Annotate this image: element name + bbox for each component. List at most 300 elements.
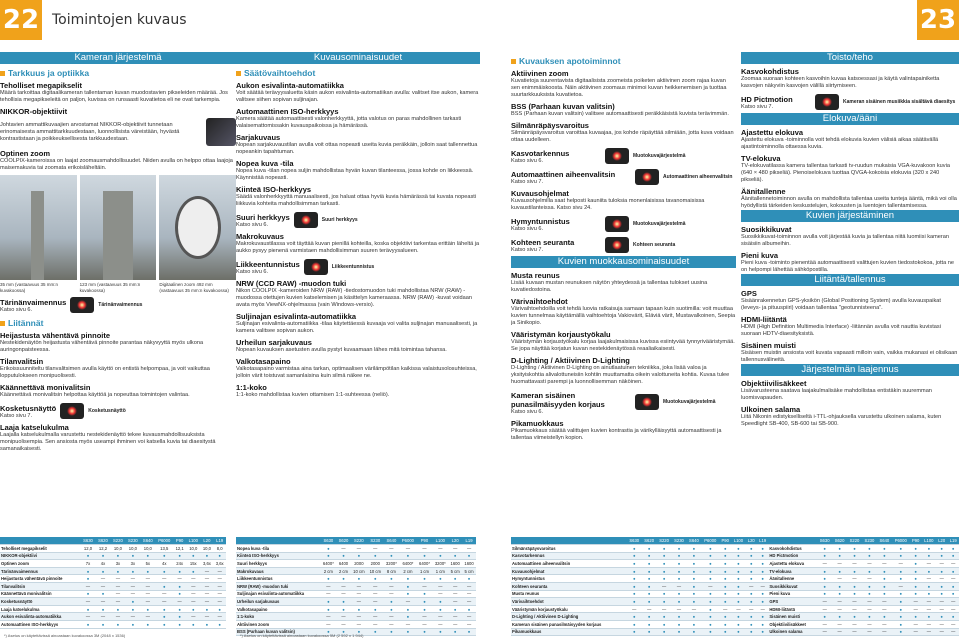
table-cell: ● [657,575,672,583]
table-header-cell: L20 [746,537,757,545]
table-cell: ● [847,552,862,560]
table-cell: ● [399,583,416,591]
table-header-cell: P6000 [155,537,173,545]
table-cell: ● [746,552,757,560]
table-cell: ● [847,613,862,621]
table-cell: — [186,613,200,621]
table-cell: ● [110,621,125,629]
text-sports-continuous: Nopean kuvauksen asetusten avulla pystyt kuvaamaan lähes mitä toimintaa tahansa. [236,347,447,353]
table-cell: ● [892,621,910,629]
heading-internal-memory: Sisäinen muisti [741,341,797,350]
table-cell: ● [462,605,476,613]
table-cell: — [432,590,448,598]
table-row [236,583,476,591]
portrait-system-icon [605,216,629,232]
table-cell: 3,6x [213,560,226,568]
table-cell: — [336,590,350,598]
table-row [511,560,959,568]
table-cell: — [417,583,433,591]
table-cell: ● [383,575,399,583]
table-cell: ● [922,613,936,621]
table-cell: ● [125,621,140,629]
table-cell: ● [746,628,757,636]
text-hdmi: HDMI (High Definition Multimedia Interface) -liitännän avulla voit nauttia kuvistasi suoraan HDTV-diaesityksistä. [741,324,941,337]
table-cell: ● [672,628,687,636]
table-cell: — [877,621,892,629]
table-cell: ● [657,567,672,575]
table-cell: — [947,621,959,629]
heading-bss: BSS (Parhaan kuvan valitsin) [511,102,615,111]
table-cell: TV-elokuva [768,567,817,575]
table-cell: — [657,583,672,591]
text-optical-zoom: COOLPIX-kameroissa on laajat zoomausmahdollisuudet. Niiden avulla on helppo ottaa laajoja maisemakuvia tai zoomata erikoisläheltäin. [0,158,233,171]
table-cell: 1:1-koko [236,613,320,621]
table-cell: ● [746,598,757,606]
heading-smile-detection: Hymyntunnistus [511,217,570,226]
table-header-cell: S640 [686,537,701,545]
table-cell: Kosketusnäyttö [0,598,81,606]
table-cell: ● [657,552,672,560]
table-cell: 4x [155,560,173,568]
square-bullet-icon [0,71,5,76]
heading-small-picture: Pieni kuva [741,251,779,260]
table-cell: — [947,605,959,613]
table-cell: ● [686,567,701,575]
table-cell: ● [832,552,847,560]
table-cell: — [817,605,832,613]
table-row [0,545,226,553]
table-cell: ● [686,598,701,606]
table-cell: ● [910,560,922,568]
table-cell: Suuri herkkyys [236,560,320,568]
table-cell: — [140,575,155,583]
table-cell: ● [448,605,462,613]
heading-auto-iso: Automaattinen ISO-herkkyys [236,107,339,116]
column-shooting-features [236,52,480,399]
text-color-options: Värivaihtoehdoilla voit tehdä luovia ratkaisuja samaan tapaan kuin suotimilla: voit muuttaa kuvien tunnelmaa käyttämällä vaihtoehtoja Vakiovärit, Eläviä värit, Mustavalkoinen, Seepia ja Sinikopio. [511,306,736,326]
table-cell: — [922,575,936,583]
table-cell: ● [320,552,336,560]
table-cell: ● [719,598,731,606]
table-cell: ● [642,583,657,591]
table-row [236,613,476,621]
table-cell: ● [186,552,200,560]
table-cell: 12,1 [173,545,186,553]
text-red-eye: Katso sivu 6. [511,409,544,415]
table-cell: Vääristymän korjaustyökalu [511,605,627,613]
table-cell: — [862,628,877,636]
heading-white-balance: Valkotasapaino [236,357,291,366]
table-cell: — [817,628,832,636]
text-distortion-control: Vääristymän korjaustyökalu korjaa laajakulmaisissa kuvissa esiintyvää tynnyrivääristymää. Se jopa näyttää korjatun kuvan nestekidenäytössä reaaliaikaisesti. [511,339,735,352]
table-header-cell: L19 [213,537,226,545]
table-row [511,621,959,629]
table-cell: ● [173,613,186,621]
table-cell: ● [877,575,892,583]
table-header-cell: P6000 [399,537,416,545]
table-cell: — [367,545,383,553]
section-band-expansion: Järjestelmän laajennus [741,364,959,376]
table-header-cell: L20 [936,537,947,545]
table-cell: ● [731,560,745,568]
table-cell: ● [173,583,186,591]
table-cell: 10,0 [200,545,213,553]
table-cell: ● [432,605,448,613]
table-cell: ● [877,545,892,553]
text-favorites: Suosikkikuvat-toiminnon avulla voit järjestää kuvia ja tallentaa niitä luomiisi kameran sisäisiin albumeihin. [741,234,950,247]
caption-tele: 123 mm (vastaavuus 35 mm:n kuvakoossa) [79,282,141,293]
table-row [511,628,959,636]
table-cell: ● [417,598,433,606]
table-cell: ● [892,545,910,553]
table-cell: Tilanvalitsin [0,583,81,591]
table-cell: — [320,590,336,598]
table-cell: ● [847,567,862,575]
column-playback [741,52,959,428]
table-cell: ● [432,628,448,636]
table-row [0,560,226,568]
comparison-table-3 [511,537,959,636]
table-cell: ● [213,552,226,560]
table-cell: — [155,598,173,606]
text-hd-pictmotion: Katso sivu 7. [741,104,774,110]
table-cell: ● [642,598,657,606]
table-cell: — [213,567,226,575]
table-cell: ● [910,590,922,598]
table-cell: ● [757,567,768,575]
photo-digital-zoom [159,175,236,280]
table-cell: ● [832,583,847,591]
table-cell: ● [642,552,657,560]
table-cell: ● [336,605,350,613]
table-cell: — [125,575,140,583]
table-cell: 5 cm [462,567,476,575]
table-cell: ● [731,575,745,583]
table-cell: — [110,590,125,598]
table-header-cell: P90 [173,537,186,545]
page-number-left: 22 [0,0,42,40]
table-cell: ● [657,560,672,568]
table-cell: — [213,613,226,621]
table-cell: ● [947,590,959,598]
table-row [0,590,226,598]
table-cell: ● [642,575,657,583]
table-cell: 1600 [448,560,462,568]
table-cell: ● [627,545,642,553]
table-cell: — [877,560,892,568]
table-cell: — [186,590,200,598]
table-cell: Laaja katselukulma [0,605,81,613]
table-cell: Äänitallenne [768,575,817,583]
table-header-cell: L19 [757,537,768,545]
heading-optical-zoom: Optinen zoom [0,149,50,158]
table-cell: ● [701,613,719,621]
table-cell: ● [892,613,910,621]
table-row [0,598,226,606]
table-header-cell: S620 [642,537,657,545]
table-cell: ● [922,590,936,598]
text-scene-auto: Katso sivu 7. [511,179,544,185]
table-cell: ● [642,545,657,553]
table-cell: 3,6x [200,560,213,568]
scene-auto-icon-label: Automaattinen aiheenvalitsin [663,173,733,180]
heading-sports-continuous: Urheilun sarjakuvaus [236,338,312,347]
table-cell: — [910,621,922,629]
table-cell: — [817,621,832,629]
table-cell: ● [947,552,959,560]
table-cell: ● [155,621,173,629]
table-cell: ● [757,575,768,583]
table-cell: ● [81,605,96,613]
table-cell: Nopea kuva -tila [236,545,320,553]
table-cell: — [140,598,155,606]
table-cell: ● [81,575,96,583]
table-cell: ● [686,628,701,636]
table-cell: ● [627,621,642,629]
table-header-cell: L20 [448,537,462,545]
table-header-row [236,537,476,545]
text-voice-recording: Äänitallennetoiminnon avulla on mahdollista tallentaa useita tunteja ääntä, mikä voi olla hyödyllistä tärkeiden keskustelujen, kokousten ja luentojen tallentamisessa. [741,196,957,209]
table-cell: — [200,590,213,598]
table-cell: — [847,560,862,568]
table-cell: ● [847,545,862,553]
table-cell: — [910,598,922,606]
table-cell: — [110,583,125,591]
table-cell: — [832,605,847,613]
heading-scene-modes: Kuvausohjelmat [511,189,569,198]
table-cell: ● [399,628,416,636]
table-cell: — [213,575,226,583]
table-cell: ● [462,552,476,560]
table-cell: ● [719,621,731,629]
table-cell: — [417,621,433,629]
table-cell: 6400* [417,560,433,568]
table-cell: ● [627,567,642,575]
table-cell: ● [367,575,383,583]
table-cell: ● [417,575,433,583]
table-cell: ● [701,552,719,560]
table-cell: — [125,583,140,591]
text-continuous: Nopean sarjakuvaustilan avulla voit ottaa nopeasti useita kuvia peräkkäin, jolloin saat tallennettua nopeankin tapahtuman. [236,142,478,155]
table-cell: ● [186,621,200,629]
table-cell: ● [686,552,701,560]
table-cell: ● [719,628,731,636]
table-row [511,575,959,583]
table-cell: — [81,613,96,621]
table-row [511,583,959,591]
table-cell: — [757,605,768,613]
table-row [236,575,476,583]
table-cell: — [383,613,399,621]
table-cell: — [110,613,125,621]
table-cell: ● [719,575,731,583]
table-cell: ● [947,567,959,575]
heading-blink-warning: Silmänräpäysvaroitus [511,121,589,130]
heading-continuous: Sarjakuvaus [236,133,281,142]
table-cell: — [862,575,877,583]
heading-hd-pictmotion: HD Pictmotion [741,95,793,104]
table-cell: ● [877,567,892,575]
table-cell: HD Pictmotion [768,552,817,560]
table-header-cell: S230 [125,537,140,545]
text-macro: Makrokuvaustilassa voit täyttää kuvan pienillä kohteilla, koska objektiivi tarkentaa erittäin läheltä ja aukko pysyy pienenä varmistaen mahdollisimman suuren terävyysalueen. [236,241,480,254]
table-cell: — [847,628,862,636]
table-cell: 6400* [320,560,336,568]
table-header-row [511,537,959,545]
table-cell: ● [832,545,847,553]
table-cell: ● [200,552,213,560]
table-cell: — [847,605,862,613]
table-cell: — [462,598,476,606]
table-cell: ● [731,552,745,560]
table-cell: Suosikkikuvat [768,583,817,591]
table-cell: 10,0 [125,545,140,553]
table-cell: — [936,575,947,583]
table-cell: 5x [140,560,155,568]
table-cell: 3x [125,560,140,568]
table-cell: ● [817,575,832,583]
table-cell: Kuvausohjelmat [511,567,627,575]
table-cell: ● [701,628,719,636]
table-cell: ● [155,567,173,575]
table-cell: Ulkoinen salama [768,628,817,636]
table-header-cell: P6000 [892,537,910,545]
table-cell: ● [936,590,947,598]
table-cell: ● [642,613,657,621]
photo-wide [0,175,77,280]
table-cell: — [432,621,448,629]
table-cell: ● [200,605,213,613]
table-cell: ● [947,613,959,621]
table-cell: — [448,583,462,591]
table-cell: Silmänräpäysvaroitus [511,545,627,553]
table-cell: ● [627,628,642,636]
table-cell: ● [686,621,701,629]
table-cell: — [847,598,862,606]
touchscreen-icon-label: Kosketusnäyttö [88,407,126,414]
table-cell: — [832,575,847,583]
text-touchscreen: Katso sivu 7. [0,413,33,419]
table-cell: ● [719,552,731,560]
column-camera-system [0,52,236,453]
table-cell: NIKKOR-objektiivi [0,552,81,560]
lens-icon [206,118,236,146]
table-cell: ● [627,590,642,598]
text-rotary-selector: Käännettävä monivalitsin helpottaa käyttöä ja nopeuttaa toimintojen valintaa. [0,392,190,398]
table-row [511,605,959,613]
table-cell: — [462,613,476,621]
table-cell: — [399,598,416,606]
table-header-cell: L100 [432,537,448,545]
table-cell: ● [320,598,336,606]
table-cell: ● [746,621,757,629]
page-number-right: 23 [917,0,959,40]
table-cell: — [140,583,155,591]
table-cell: ● [125,598,140,606]
table-cell: Kiinteä ISO-herkkyys [236,552,320,560]
heading-red-eye: Kameran sisäinen punasilmäisyyden korjaus [511,391,605,409]
section-band-playback: Toisto/teho [741,52,959,64]
table-cell: ● [877,552,892,560]
table-cell: ● [140,621,155,629]
heading-tv-movie: TV-elokuva [741,154,781,163]
table-cell: ● [417,628,433,636]
table-cell: ● [701,590,719,598]
portrait-system-icon-label: Muotokuvajärjestelmä [633,152,686,159]
table-cell: ● [462,628,476,636]
table-cell: — [336,583,350,591]
text-motion-detection: Katso sivu 6. [236,269,269,275]
table-cell: ● [672,552,687,560]
table-cell: ● [910,567,922,575]
text-nikkor: Johtavien ammattikuvaajien arvostamat NIKKOR-objektiivit tunnetaan erinomaisesta ammattitarkkuudestaan, luonnollisista väreistään, hyvästä kontrastistaan ja poikkeuksellisesta tarkkuudestaan. [0,121,180,142]
table-cell: — [95,598,110,606]
table-cell: 3200* [432,560,448,568]
table-cell: ● [95,605,110,613]
table-cell: 2 cm [399,567,416,575]
table-cell: — [832,628,847,636]
section-heading-interfaces: Liitännät [0,318,236,328]
table-cell: — [832,598,847,606]
table-cell: — [417,545,433,553]
square-bullet-icon [511,59,516,64]
table-cell: — [757,583,768,591]
table-cell: ● [701,575,719,583]
table-header-cell [768,537,817,545]
table-cell: ● [686,560,701,568]
table-cell: BSS (Parhaan kuvan valitsin) [236,628,320,636]
table-cell: ● [399,605,416,613]
table-header-cell: S230 [367,537,383,545]
table-cell: 6400 [336,560,350,568]
table-header-cell: L20 [200,537,213,545]
table-cell: ● [155,613,173,621]
table-row [0,605,226,613]
square-bullet-icon [236,71,241,76]
text-active-zoom: Kuvatietoja suurentavista digitaalisista zoomeista poiketen aktiivinen zoom rajaa kuvan sen enimmäiskoosta. Näin aktiivinen zoomaus minimoi kuvan heikkenemisen ja tuottaa suurtarkkuuksista kuvatietoa. [511,78,727,98]
table-cell: ● [746,613,757,621]
table-cell: ● [817,552,832,560]
table-cell: ● [417,605,433,613]
table-cell: ● [399,613,416,621]
text-fixed-iso: Säädä valonherkkyyttä manuaalisesti, jos haluat ottaa hyviä kuvia hämärässä tai kuvata nopeasti liikkuvia kohteita mahdollisimman tarkasti. [236,194,477,207]
table-cell: — [200,567,213,575]
table-cell: ● [731,628,745,636]
text-blink-warning: Silmänräpäysvaroitus varoittaa kuvaajaa, jos kohde räpäyttää silmiään, jotta kuva voidaan ottaa uudelleen. [511,130,734,143]
table-row [236,552,476,560]
text-white-balance: Valkotasapaino varmistaa aina tarkan, optimaalisen värilämpötilan kaikissa valaistusolosuhteissa, jolloin värit toistuvat samanlaisina kuin silmä näkee ne. [236,366,477,379]
table-cell: ● [862,583,877,591]
table-cell: 12,0 [81,545,96,553]
slideshow-icon-label: Kameran sisäinen musiikkia sisältävä diaesitys [843,98,956,105]
table-cell: 6400* [399,560,416,568]
table-cell: ● [847,583,862,591]
table-cell: — [657,605,672,613]
table-cell: ● [110,552,125,560]
table-cell: — [877,598,892,606]
table-header-cell: S230 [862,537,877,545]
table-cell: — [832,621,847,629]
comparison-table-2 [236,537,476,636]
text-face-zoom: Zoomaa suoraan kohteen kasvoihin kuvaa katsoessasi ja käytä valintapainiketta kasvojen näkyviin kasvojen välillä siirtymiseen. [741,76,940,89]
vr-icon-label: Tärinänvaimennus [98,301,143,308]
table-cell: ● [351,628,367,636]
high-iso-icon-label: Suuri herkkyys [321,216,358,223]
table-cell: — [922,598,936,606]
table-cell: — [462,545,476,553]
table-cell: ● [686,613,701,621]
table-row [236,590,476,598]
